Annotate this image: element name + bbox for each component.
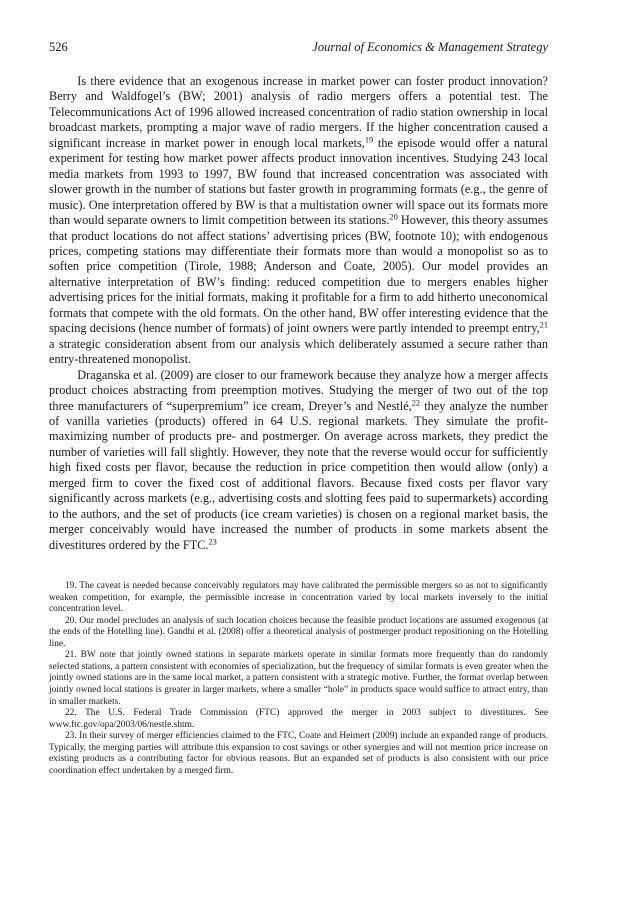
page-number: 526 <box>49 40 68 54</box>
body-text <box>49 74 548 553</box>
running-header <box>49 40 548 60</box>
footnote-ref-19[interactable]: 19 <box>364 135 374 145</box>
journal-page <box>49 40 548 777</box>
footnote-ref-20[interactable]: 20 <box>389 212 398 222</box>
footnote-23: 23. In their survey of merger efficiencies claimed to the FTC, Coate and Heimert (2009) include an expanded range of products. Typically, the merging parties will attribute this expansion to cost savings or other synergies and will not mention price increase on existing products as a contributing factor for obvious reasons. But an expanded set of products is also consistent with our price coordination effect undertaken by a merged firm. <box>49 731 548 776</box>
paragraph-ice-cream-merger: Draganska et al. (2009) are closer to our framework because they analyze how a merger affects product choices abstracting from preemption motives. Studying the merger of two out of the top three manufacturers of “superpremium” ice cream, Dreyer’s and Nestlé,$^{22}$ they analyze the number of vanilla varieties (products) offered in 64 U.S. regional markets. They simulate the profit-maximizing number of products pre- and postmerger. On average across markets, they predict the number of varieties will fall slightly. However, they note that the reverse would occur for sufficiently high fixed costs per flavor, because the reduction in price competition then would allow (only) a merged firm to cover the fixed cost of additional flavors. Because fixed costs per flavor vary significantly across markets (e.g., advertising costs and slotting fees paid to supermarkets) according to the authors, and the set of products (ice cream varieties) is chosen on a regional market basis, the merger conceivably would have increased the number of products in some markets absent the divestitures ordered by the FTC.$^{23}$ <box>49 367 548 552</box>
paragraph-radio-mergers: Is there evidence that an exogenous increase in market power can foster product innovation? Berry and Waldfogel’s (BW; 2001) analysis of radio mergers offers a potential test. The Telecommunications Act of 1996 allowed increased concentration of radio station ownership in local broadcast markets, prompting a major wave of radio mergers. If the higher concentration caused a significant increase in market power in enough local markets,$^{19}$ the episode would offer a natural experiment for testing how market power affects product innovation incentives. Studying 243 local media markets from 1993 to 1997, BW found that increased concentration was associated with slower growth in the number of stations but faster growth in programming formats (e.g., the genre of music). One interpretation offered by BW is that a multistation owner will space out its formats more than would separate owners to limit competition between its stations.$^{20}$ However, this theory assumes that product locations do not affect stations’ advertising prices (BW, footnote 10); with endogenous prices, competing stations may differentiate their formats more than would a monopolist so as to soften price competition (Tirole, 1988; Anderson and Coate, 2005). Our model provides an alternative interpretation of BW’s finding: reduced competition due to mergers enables higher advertising prices for the initial formats, making it profitable for a firm to add hitherto uneconomical formats that compete with the old formats. On the other hand, BW offer interesting evidence that the spacing decisions (hence number of formats) of joint owners were partly intended to preempt entry,$^{21}$ a strategic consideration absent from our analysis which deliberately assumed a secure rather than entry-threatened monopolist. <box>49 74 548 367</box>
footnotes <box>49 581 548 777</box>
footnote-22: 22. The U.S. Federal Trade Commission (FTC) approved the merger in 2003 subject to divestitures. See www.ftc.gov/opa/2003/06/nestle.shtm. <box>49 708 548 730</box>
footnote-21: 21. BW note that jointly owned stations in separate markets operate in similar formats more frequently than do randomly selected stations, a pattern consistent with economies of specialization, but the frequency of similar formats is even greater when the jointly owned stations are in the same local market, a pattern consistent with a strategic motive. Further, the format overlap between jointly owned local stations is greater in larger markets, where a smaller “hole” in products space would suffice to attract entry, than in smaller markets. <box>49 650 548 707</box>
footnote-20: 20. Our model precludes an analysis of such location choices because the feasible product locations are assumed exogenous (at the ends of the Hotelling line). Gandhi et al. (2008) offer a theoretical analysis of postmerger product repositioning on the Hotelling line. <box>49 615 548 649</box>
journal-title: Journal of Economics & Management Strategy <box>312 40 548 54</box>
footnote-19: 19. The caveat is needed because conceivably regulators may have calibrated the permissible mergers so as not to significantly weaken competition, for example, the permissible increase in concentration varied by local markets inversely to the initial concentration level. <box>49 581 548 615</box>
footnote-ref-21[interactable]: 21 <box>539 320 548 330</box>
footnote-ref-23[interactable]: 23 <box>208 537 217 546</box>
footnote-ref-22[interactable]: 22 <box>411 397 421 407</box>
